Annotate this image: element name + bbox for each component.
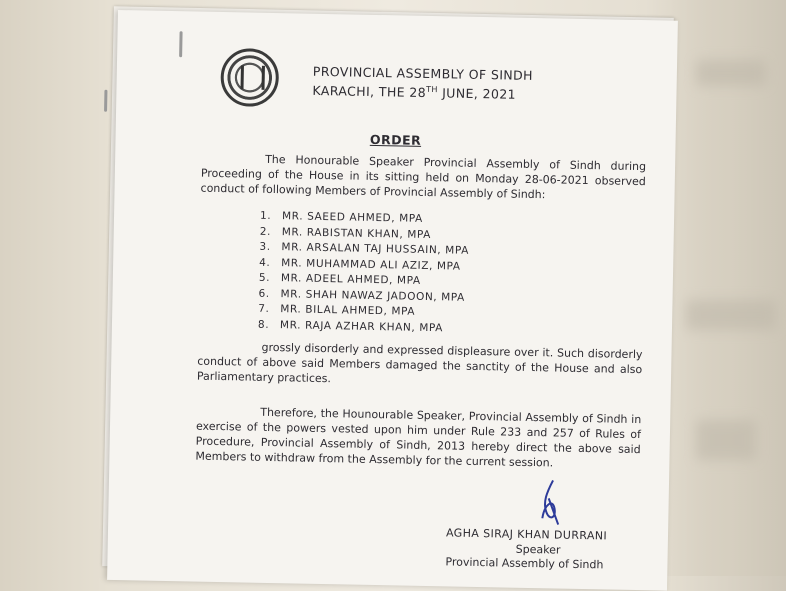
- paragraph-intro: The Honourable Speaker Provincial Assembly of Sindh during Proceeding of the House in its sitting held on Monday 28-06-2021 observed conduct of following Members of Provincial Assembly of Sindh:: [200, 152, 647, 202]
- list-item: 6. MR. SHAH NAWAZ JADOON, MPA: [258, 287, 466, 304]
- paragraph-direction: Therefore, the Hounourable Speaker, Provincial Assembly of Sindh in exercise of the powers vested upon him under Rule 233 and 257 of Rules of Procedure, Provincial Assembly of Sindh, 2013 hereby direct the above said Members to withdraw from the Assembly for the current session.: [195, 405, 642, 470]
- background-blur: [696, 420, 756, 460]
- staple: [104, 90, 107, 112]
- signatory-org: Provincial Assembly of Sindh: [445, 555, 604, 572]
- signatory-name: AGHA SIRAJ KHAN DURRANI: [445, 526, 608, 543]
- list-item: 8. MR. RAJA AZHAR KHAN, MPA: [257, 318, 444, 334]
- list-item: 2. MR. RABISTAN KHAN, MPA: [259, 225, 432, 241]
- list-item: 3. MR. ARSALAN TAJ HUSSAIN, MPA: [259, 240, 470, 257]
- paragraph-conduct: grossly disorderly and expressed displeasure over it. Such disorderly conduct of above said Members damaged the sanctity of the House and also Parliamentary practices.: [196, 340, 643, 386]
- date-line: KARACHI, THE 28TH JUNE, 2021: [312, 82, 517, 102]
- document-page: [107, 10, 678, 591]
- org-name: PROVINCIAL ASSEMBLY OF SINDH: [312, 63, 534, 83]
- background-blur: [696, 60, 766, 86]
- assembly-seal-icon: [220, 48, 279, 107]
- staple: [179, 31, 182, 57]
- letterhead: [312, 64, 533, 103]
- signature-icon: [536, 478, 567, 529]
- list-item: 5. MR. ADEEL AHMED, MPA: [258, 271, 421, 287]
- signatory-title: Speaker: [515, 542, 561, 557]
- list-item: 7. MR. BILAL AHMED, MPA: [258, 302, 416, 318]
- members-list: [258, 209, 470, 337]
- list-item: 4. MR. MUHAMMAD ALI AZIZ, MPA: [259, 256, 461, 273]
- signatory-block: [445, 526, 607, 573]
- list-item: 1. MR. SAEED AHMED, MPA: [259, 209, 423, 225]
- order-title: ORDER: [369, 131, 422, 148]
- background-blur: [686, 300, 776, 330]
